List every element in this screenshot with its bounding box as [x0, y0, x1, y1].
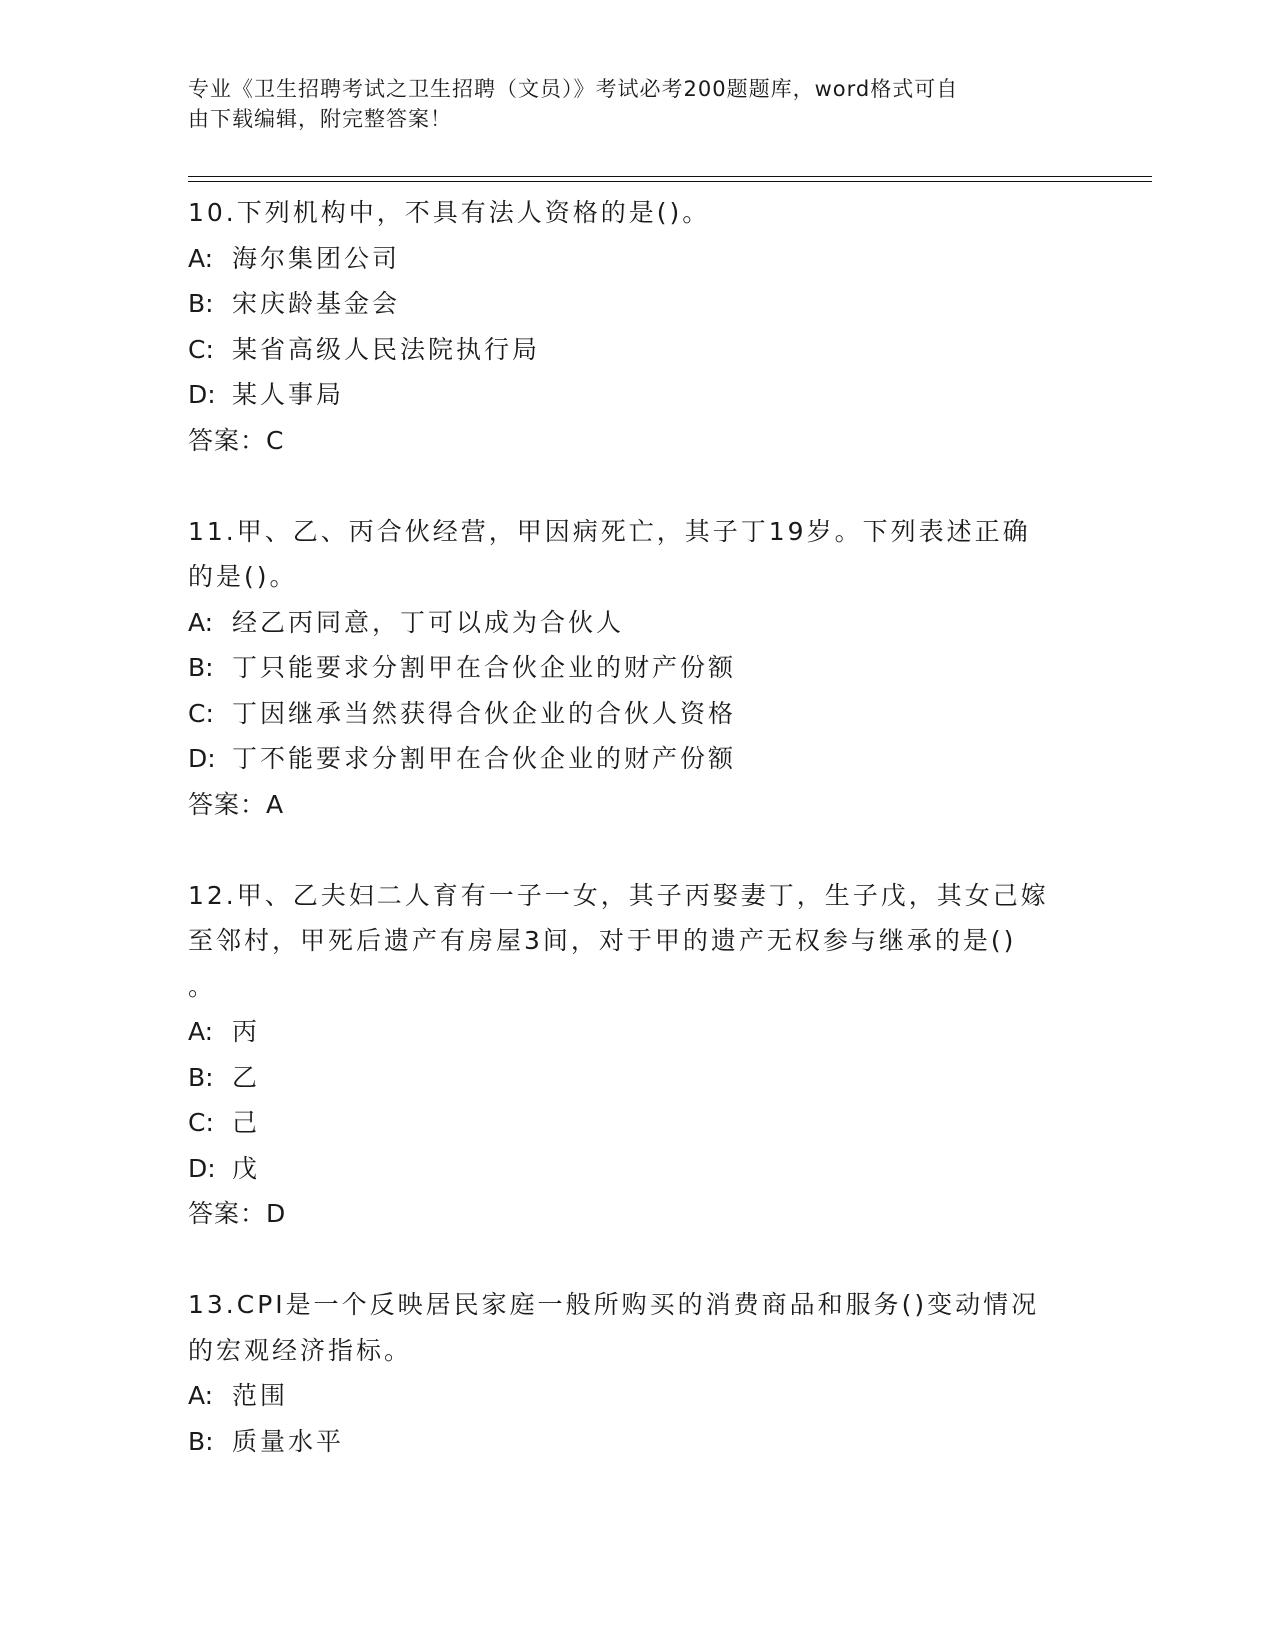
option-key: C: [188, 334, 214, 364]
question-list [188, 190, 1088, 1464]
option-text: 质量水平 [232, 1426, 345, 1456]
question-block [188, 190, 1088, 463]
question-block [188, 873, 1088, 1237]
question-block [188, 509, 1088, 828]
option-text: 海尔集团公司 [232, 243, 401, 273]
option-text: 丁因继承当然获得合伙企业的合伙人资格 [232, 698, 737, 728]
header-line-2: 由下载编辑，附完整答案！ [188, 107, 452, 131]
question-stem: 11.甲、乙、丙合伙经营，甲因病死亡，其子丁19岁。下列表述正确 [188, 516, 1031, 546]
option-text: 丁不能要求分割甲在合伙企业的财产份额 [232, 744, 737, 773]
question-stem: 的是()。 [188, 562, 298, 591]
option-b [188, 281, 1088, 327]
option-key: B: [188, 289, 214, 318]
answer-line: 答案：C [188, 425, 285, 455]
option-text: 某省高级人民法院执行局 [232, 334, 541, 364]
option-text: 乙 [232, 1062, 261, 1092]
question-stem: 12.甲、乙夫妇二人育有一子一女，其子丙娶妻丁，生子戊，其女己嫁 [188, 880, 1049, 910]
option-key: D: [188, 380, 216, 409]
question-stem: 的宏观经济指标。 [188, 1335, 413, 1365]
option-key: B: [188, 1426, 214, 1456]
option-text: 戊 [232, 1153, 261, 1183]
option-key: D: [188, 1153, 216, 1183]
option-b [188, 1055, 1088, 1101]
question-block [188, 1282, 1088, 1464]
option-a [188, 600, 1088, 646]
option-key: B: [188, 653, 214, 682]
option-d [188, 736, 1088, 782]
answer-line: 答案：A [188, 789, 285, 819]
question-stem: 。 [188, 971, 217, 1001]
option-text: 经乙丙同意，丁可以成为合伙人 [232, 607, 625, 637]
option-text: 宋庆龄基金会 [232, 289, 401, 318]
option-a [188, 1373, 1088, 1419]
option-d [188, 1146, 1088, 1192]
option-key: A: [188, 607, 214, 637]
option-text: 丁只能要求分割甲在合伙企业的财产份额 [232, 653, 737, 682]
option-text: 己 [232, 1108, 261, 1137]
header-line-1: 专业《卫生招聘考试之卫生招聘（文员）》考试必考200题题库，word格式可自 [188, 77, 959, 101]
option-key: A: [188, 1381, 214, 1410]
option-b [188, 645, 1088, 691]
option-key: B: [188, 1062, 214, 1092]
header-divider-bottom [188, 181, 1152, 182]
question-stem: 至邻村，甲死后遗产有房屋3间，对于甲的遗产无权参与继承的是() [188, 926, 1017, 955]
option-key: C: [188, 1108, 214, 1137]
option-c [188, 327, 1088, 373]
document-header [188, 74, 1068, 134]
option-key: A: [188, 243, 214, 273]
option-c [188, 1100, 1088, 1146]
option-a [188, 1009, 1088, 1055]
header-divider-top [188, 176, 1152, 177]
option-c [188, 691, 1088, 737]
answer-line: 答案：D [188, 1199, 287, 1228]
option-key: D: [188, 744, 216, 773]
option-text: 丙 [232, 1017, 261, 1046]
option-text: 某人事局 [232, 380, 345, 409]
question-stem: 13.CPI是一个反映居民家庭一般所购买的消费商品和服务()变动情况 [188, 1290, 1040, 1319]
option-a [188, 236, 1088, 282]
option-b [188, 1419, 1088, 1465]
question-stem: 10.下列机构中，不具有法人资格的是()。 [188, 198, 711, 227]
option-text: 范围 [232, 1381, 289, 1410]
option-d [188, 372, 1088, 418]
option-key: A: [188, 1017, 214, 1046]
option-key: C: [188, 698, 214, 728]
